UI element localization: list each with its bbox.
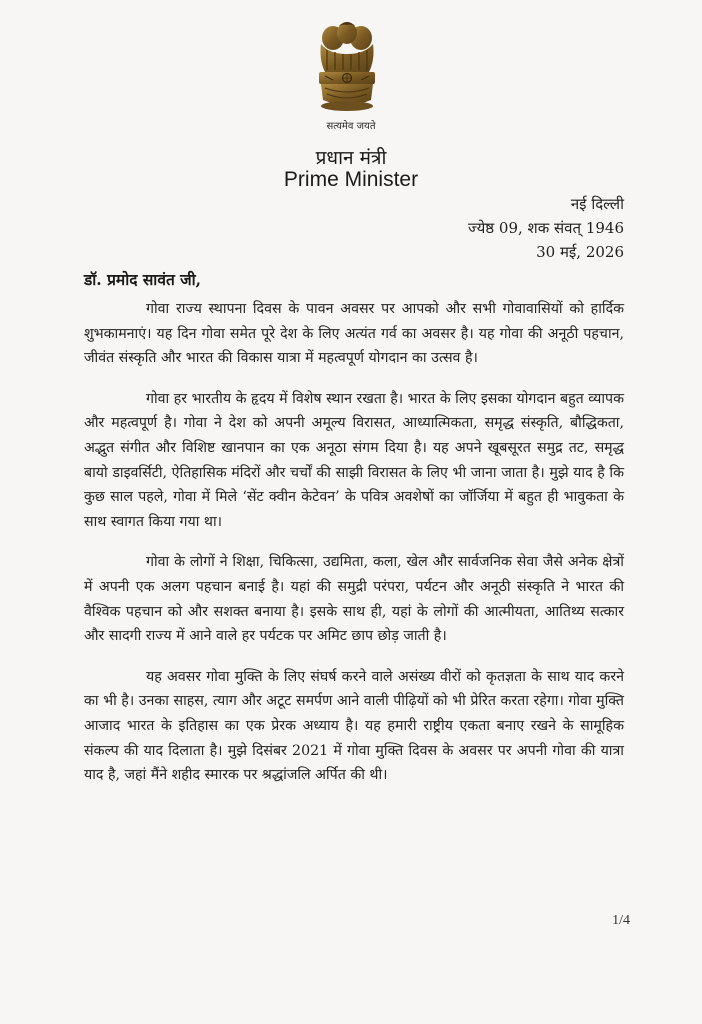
paragraph: गोवा के लोगों ने शिक्षा, चिकित्सा, उद्यमिता, कला, खेल और सार्वजनिक सेवा जैसे अनेक क्षेत्रों में अपनी एक अलग पहचान बनाई है। यहां की समुद्री परंपरा, पर्यटन और अनूठी संस्कृति ने भारत की वैश्विक पहचान को और सशक्त बनाया है। इसके साथ ही, यहां के लोगों की आत्मीयता, आतिथ्य सत्कार और सादगी राज्य में आने वाले हर पर्यटक पर अमिट छाप छोड़ जाती है। [84, 554, 624, 645]
dateline-saka-date: ज्येष्ठ 09, शक संवत् 1946 [468, 219, 624, 237]
paragraph: गोवा राज्य स्थापना दिवस के पावन अवसर पर आपको और सभी गोवावासियों को हार्दिक शुभकामनाएं। यह दिन गोवा समेत पूरे देश के लिए अत्यंत गर्व का अवसर है। यह गोवा की अनूठी पहचान, जीवंत संस्कृति और भारत की विकास यात्रा में महत्वपूर्ण योगदान का उत्सव है। [84, 301, 624, 367]
salutation: डॉ. प्रमोद सावंत जी, [84, 270, 202, 289]
paragraph: यह अवसर गोवा मुक्ति के लिए संघर्ष करने वाले असंख्य वीरों को कृतज्ञता के साथ याद करने का भी है। उनका साहस, त्याग और अटूट समर्पण आने वाली पीढ़ियों को भी प्रेरित करता रहेगा। गोवा मुक्ति आजाद भारत के इतिहास का एक प्रेरक अध्याय है। यह हमारी राष्ट्रीय एकता बनाए रखने के सामूहिक संकल्प की याद दिलाता है। मुझे दिसंबर 2021 में गोवा मुक्ति दिवस के अवसर पर अपनी गोवा की यात्रा याद है, जहां मैंने शहीद स्मारक पर श्रद्धांजलि अर्पित की थी। [84, 668, 624, 784]
office-title-english: Prime Minister [283, 168, 419, 191]
letter-body [84, 297, 624, 804]
dateline-date: 30 मई, 2026 [536, 243, 624, 261]
dateline-place: नई दिल्ली [570, 195, 624, 213]
paragraph: गोवा हर भारतीय के हृदय में विशेष स्थान रखता है। भारत के लिए इसका योगदान बहुत व्यापक और महत्वपूर्ण है। गोवा ने देश को अपनी अमूल्य विरासत, आध्यात्मिकता, समृद्ध संस्कृति, बौद्धिकता, अद्भुत संगीत और विशिष्ट खानपान का एक अनूठा संगम दिया है। यह अपने खूबसूरत समुद्र तट, समृद्ध बायो डाइवर्सिटी, ऐतिहासिक मंदिरों और चर्चों की साझी विरासत के लिए भी जाना जाता है। मुझे याद है कि कुछ साल पहले, गोवा में मिले ‘सेंट क्वीन केटेवन’ के पवित्र अवशेषों का जॉर्जिया में बहुत ही भावुकता के साथ स्वागत किया गया था। [84, 390, 624, 530]
dateline [468, 192, 624, 264]
national-emblem-icon [311, 20, 383, 118]
emblem-motto: सत्यमेव जयते [326, 121, 376, 132]
office-title-hindi: प्रधान मंत्री [315, 147, 387, 169]
page-number: 1/4 [612, 913, 630, 928]
